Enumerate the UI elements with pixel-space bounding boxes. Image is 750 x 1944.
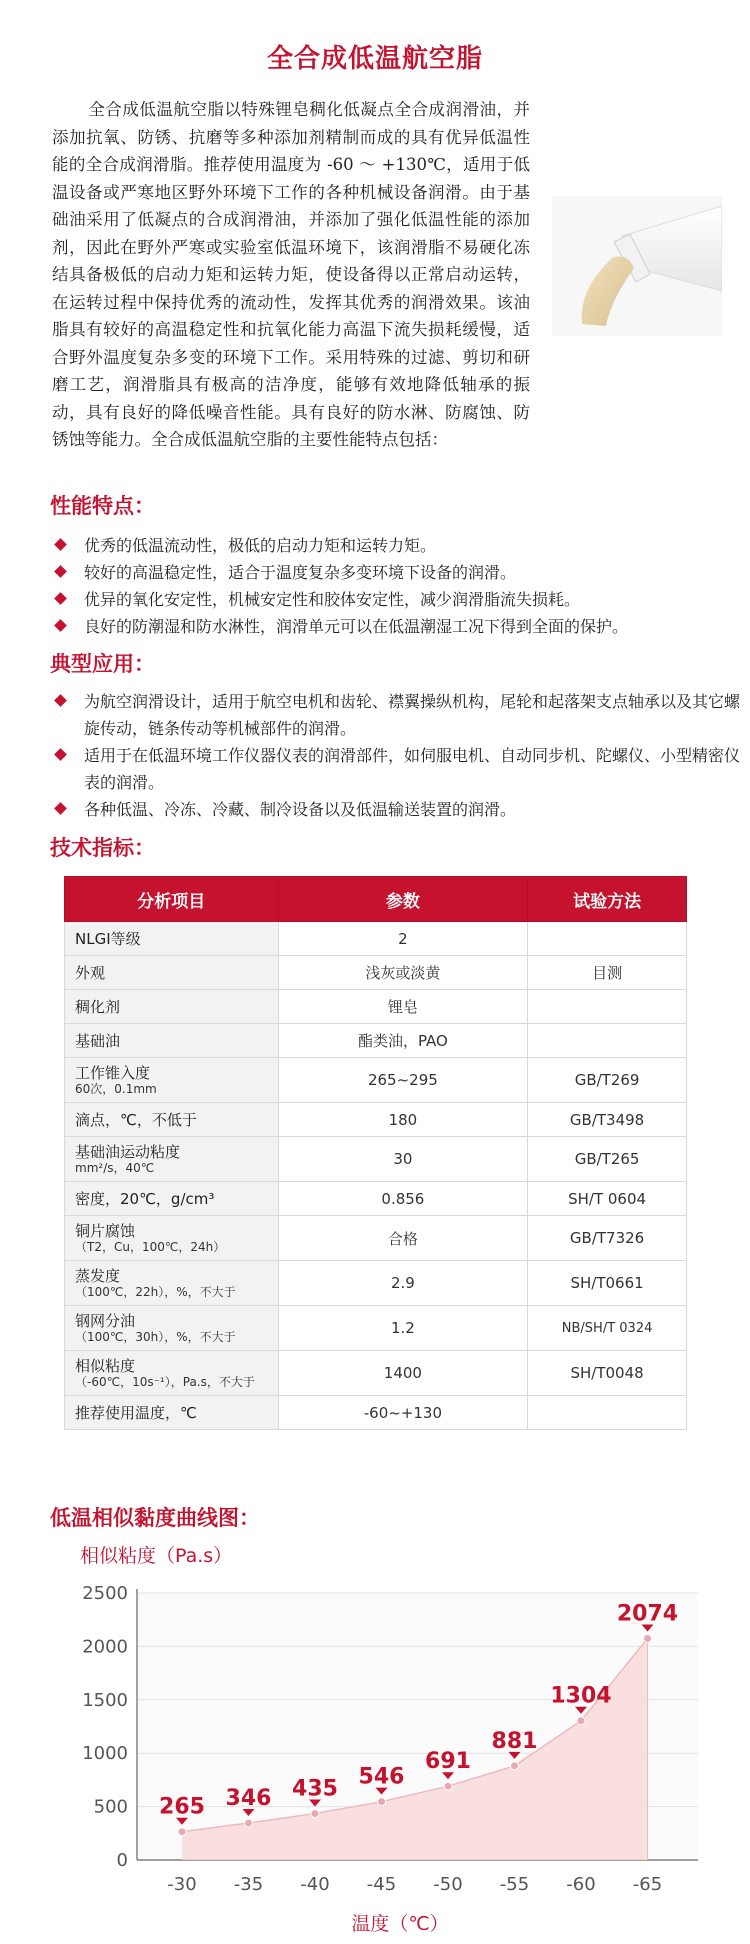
data-label: 1304 (550, 1683, 612, 1709)
x-tick-label: -35 (233, 1874, 264, 1895)
spec-method-cell: SH/T0661 (528, 1261, 687, 1306)
data-label: 881 (491, 1728, 538, 1754)
spec-item-cell (65, 1351, 279, 1396)
list-item: 为航空润滑设计，适用于航空电机和齿轮、襟翼操纵机构，尾轮和起落架支点轴承以及其它螺旋传动，链条传动等机械部件的润滑。 (50, 688, 740, 742)
table-row (65, 1216, 687, 1261)
diamond-bullet-icon (54, 592, 67, 605)
spec-value-cell: 0.856 (278, 1182, 528, 1216)
data-point (178, 1828, 186, 1836)
spec-item-condition: （-60℃，10s⁻¹），Pa.s，不大于 (75, 1375, 255, 1389)
data-point (378, 1798, 386, 1806)
spec-item-condition: （100℃，22h），%，不大于 (75, 1285, 236, 1299)
list-item: 较好的高温稳定性，适合于温度复杂多变环境下设备的润滑。 (50, 559, 740, 586)
spec-method-cell: SH/T 0604 (528, 1182, 687, 1216)
column-header: 参数 (278, 877, 528, 922)
spec-method-cell (528, 1024, 687, 1058)
spec-value-cell: 酯类油，PAO (278, 1024, 528, 1058)
y-tick-label: 1500 (82, 1689, 128, 1711)
spec-method-cell (528, 990, 687, 1024)
table-row (65, 922, 687, 956)
spec-item-label: 稠化剂 (75, 997, 121, 1016)
spec-item-label: 铜片腐蚀 (75, 1222, 136, 1240)
intro-paragraph: 全合成低温航空脂以特殊锂皂稠化低凝点全合成润滑油，并添加抗氧、防锈、抗磨等多种添加剂精制而成的具有优异低温性能的全合成润滑脂。推荐使用温度为 -60 ～ +130℃，适用于低温设备或严寒地区野外环境下工作的各种机械设备润滑。由于基础油采用了低凝点的合成润滑油，并添加了强化低温性能的添加剂，因此在野外严寒或实验室低温环境下，该润滑脂不易硬化冻结具备极低的启动力矩和运转力矩，使设备得以正常启动运转，在运转过程中保持优秀的流动性，发挥其优秀的润滑效果。该油脂具有较好的高温稳定性和抗氧化能力高温下流失损耗缓慢，适合野外温度复杂多变的环境下工作。采用特殊的过滤、剪切和研磨工艺，润滑脂具有极高的洁净度，能够有效地降低轴承的振动，具有良好的降低噪音性能。具有良好的防水淋、防腐蚀、防锈蚀等能力。全合成低温航空脂的主要性能特点包括： (52, 100, 530, 449)
data-label: 346 (225, 1786, 272, 1812)
spec-item-cell (65, 1396, 279, 1430)
spec-value-cell: 180 (278, 1103, 528, 1137)
table-row (65, 956, 687, 990)
data-point (245, 1819, 253, 1827)
spec-item-label: 基础油 (75, 1031, 121, 1050)
column-header: 试验方法 (528, 877, 687, 922)
list-item: 适用于在低温环境工作仪器仪表的润滑部件，如伺服电机、自动同步机、陀螺仪、小型精密仪表的润滑。 (50, 742, 740, 796)
viscosity-chart (0, 1530, 750, 1944)
spec-value-cell: 2.9 (278, 1261, 528, 1306)
spec-method-cell: GB/T3498 (528, 1103, 687, 1137)
spec-item-label: 密度，20℃，g/cm³ (75, 1189, 215, 1208)
spec-method-cell: NB/SH/T 0324 (528, 1306, 687, 1351)
data-point (511, 1762, 519, 1770)
spec-item-label: 基础油运动粘度 (75, 1143, 181, 1161)
spec-method-cell: GB/T265 (528, 1137, 687, 1182)
table-row (65, 1058, 687, 1103)
table-row (65, 990, 687, 1024)
spec-item-condition: （100℃，30h），%，不大于 (75, 1330, 236, 1344)
curve-heading: 低温相似黏度曲线图： (50, 1506, 260, 1530)
x-tick-label: -65 (632, 1874, 663, 1895)
specs-heading: 技术指标： (50, 836, 155, 860)
spec-item-label: 工作锥入度 (75, 1064, 151, 1082)
y-tick-label: 2500 (82, 1583, 128, 1604)
list-item: 良好的防潮湿和防水淋性，润滑单元可以在低温潮湿工况下得到全面的保护。 (50, 613, 740, 640)
spec-value-cell: 30 (278, 1137, 528, 1182)
table-row (65, 1137, 687, 1182)
table-row (65, 1024, 687, 1058)
table-row (65, 1261, 687, 1306)
data-point (311, 1810, 319, 1818)
x-tick-label: -50 (433, 1874, 463, 1895)
spec-item-cell (65, 1058, 279, 1103)
data-point (644, 1634, 652, 1642)
table-row (65, 1182, 687, 1216)
spec-item-cell (65, 956, 279, 990)
diamond-bullet-icon (54, 538, 67, 551)
spec-item-cell (65, 1024, 279, 1058)
data-point (577, 1717, 585, 1725)
spec-item-cell (65, 1216, 279, 1261)
table-row (65, 1306, 687, 1351)
table-row (65, 1103, 687, 1137)
spec-item-cell (65, 1103, 279, 1137)
spec-item-cell (65, 1182, 279, 1216)
spec-method-cell: GB/T269 (528, 1058, 687, 1103)
spec-item-condition: 60次，0.1mm (75, 1082, 157, 1096)
features-heading: 性能特点： (50, 494, 155, 518)
y-tick-label: 2000 (82, 1636, 128, 1658)
applications-heading: 典型应用： (50, 652, 155, 676)
diamond-bullet-icon (54, 565, 67, 578)
spec-method-cell (528, 922, 687, 956)
spec-item-condition: mm²/s，40℃ (75, 1161, 155, 1175)
diamond-bullet-icon (54, 802, 67, 815)
x-tick-label: -40 (300, 1874, 330, 1895)
spec-value-cell: 265~295 (278, 1058, 528, 1103)
spec-item-cell (65, 1137, 279, 1182)
spec-item-label: 滴点，℃，不低于 (75, 1110, 197, 1129)
spec-item-cell (65, 990, 279, 1024)
data-point (444, 1782, 452, 1790)
table-header-row (65, 877, 687, 922)
spec-item-label: 相似粘度 (75, 1357, 136, 1375)
table-row (65, 1396, 687, 1430)
x-tick-label: -30 (167, 1874, 197, 1895)
list-item: 各种低温、冷冻、冷藏、制冷设备以及低温输送装置的润滑。 (50, 796, 740, 823)
y-tick-label: 500 (93, 1796, 128, 1818)
spec-item-label: 蒸发度 (75, 1267, 121, 1285)
spec-item-cell (65, 922, 279, 956)
y-tick-label: 1000 (82, 1743, 128, 1765)
data-label: 435 (292, 1776, 338, 1802)
y-axis-title: 相似粘度（Pa.s） (80, 1545, 233, 1567)
spec-item-label: 钢网分油 (75, 1312, 136, 1330)
spec-method-cell: SH/T0048 (528, 1351, 687, 1396)
spec-value-cell: 2 (278, 922, 528, 956)
spec-item-label: 外观 (75, 963, 106, 982)
data-label: 691 (425, 1749, 471, 1775)
spec-method-cell: 目测 (528, 956, 687, 990)
applications-list (50, 688, 740, 823)
spec-value-cell: 锂皂 (278, 990, 528, 1024)
features-list (50, 532, 740, 640)
spec-value-cell: 浅灰或淡黄 (278, 956, 528, 990)
grease-tube-image (552, 196, 722, 336)
diamond-bullet-icon (54, 694, 67, 707)
x-tick-label: -60 (566, 1874, 596, 1895)
data-label: 546 (358, 1764, 405, 1790)
x-tick-label: -55 (499, 1874, 530, 1895)
data-label: 265 (159, 1794, 205, 1820)
spec-item-label: NLGI等级 (75, 929, 141, 948)
spec-method-cell (528, 1396, 687, 1430)
spec-method-cell: GB/T7326 (528, 1216, 687, 1261)
spec-item-label: 推荐使用温度，℃ (75, 1403, 197, 1422)
spec-value-cell: 合格 (278, 1216, 528, 1261)
y-tick-label: 0 (116, 1850, 128, 1871)
spec-value-cell: -60~+130 (278, 1396, 528, 1430)
spec-item-cell (65, 1306, 279, 1351)
list-item: 优秀的低温流动性，极低的启动力矩和运转力矩。 (50, 532, 740, 559)
spec-item-cell (65, 1261, 279, 1306)
diamond-bullet-icon (54, 619, 67, 632)
spec-value-cell: 1.2 (278, 1306, 528, 1351)
spec-table (64, 876, 687, 1430)
diamond-bullet-icon (54, 748, 67, 761)
x-tick-label: -45 (366, 1874, 397, 1895)
list-item: 优异的氧化安定性，机械安定性和胶体安定性，减少润滑脂流失损耗。 (50, 586, 740, 613)
page-title: 全合成低温航空脂 (266, 44, 483, 74)
spec-item-condition: （T2，Cu，100℃，24h） (75, 1240, 226, 1254)
x-axis-title: 温度（℃） (351, 1913, 449, 1935)
data-label: 2074 (616, 1601, 679, 1627)
table-row (65, 1351, 687, 1396)
column-header: 分析项目 (65, 877, 279, 922)
spec-value-cell: 1400 (278, 1351, 528, 1396)
